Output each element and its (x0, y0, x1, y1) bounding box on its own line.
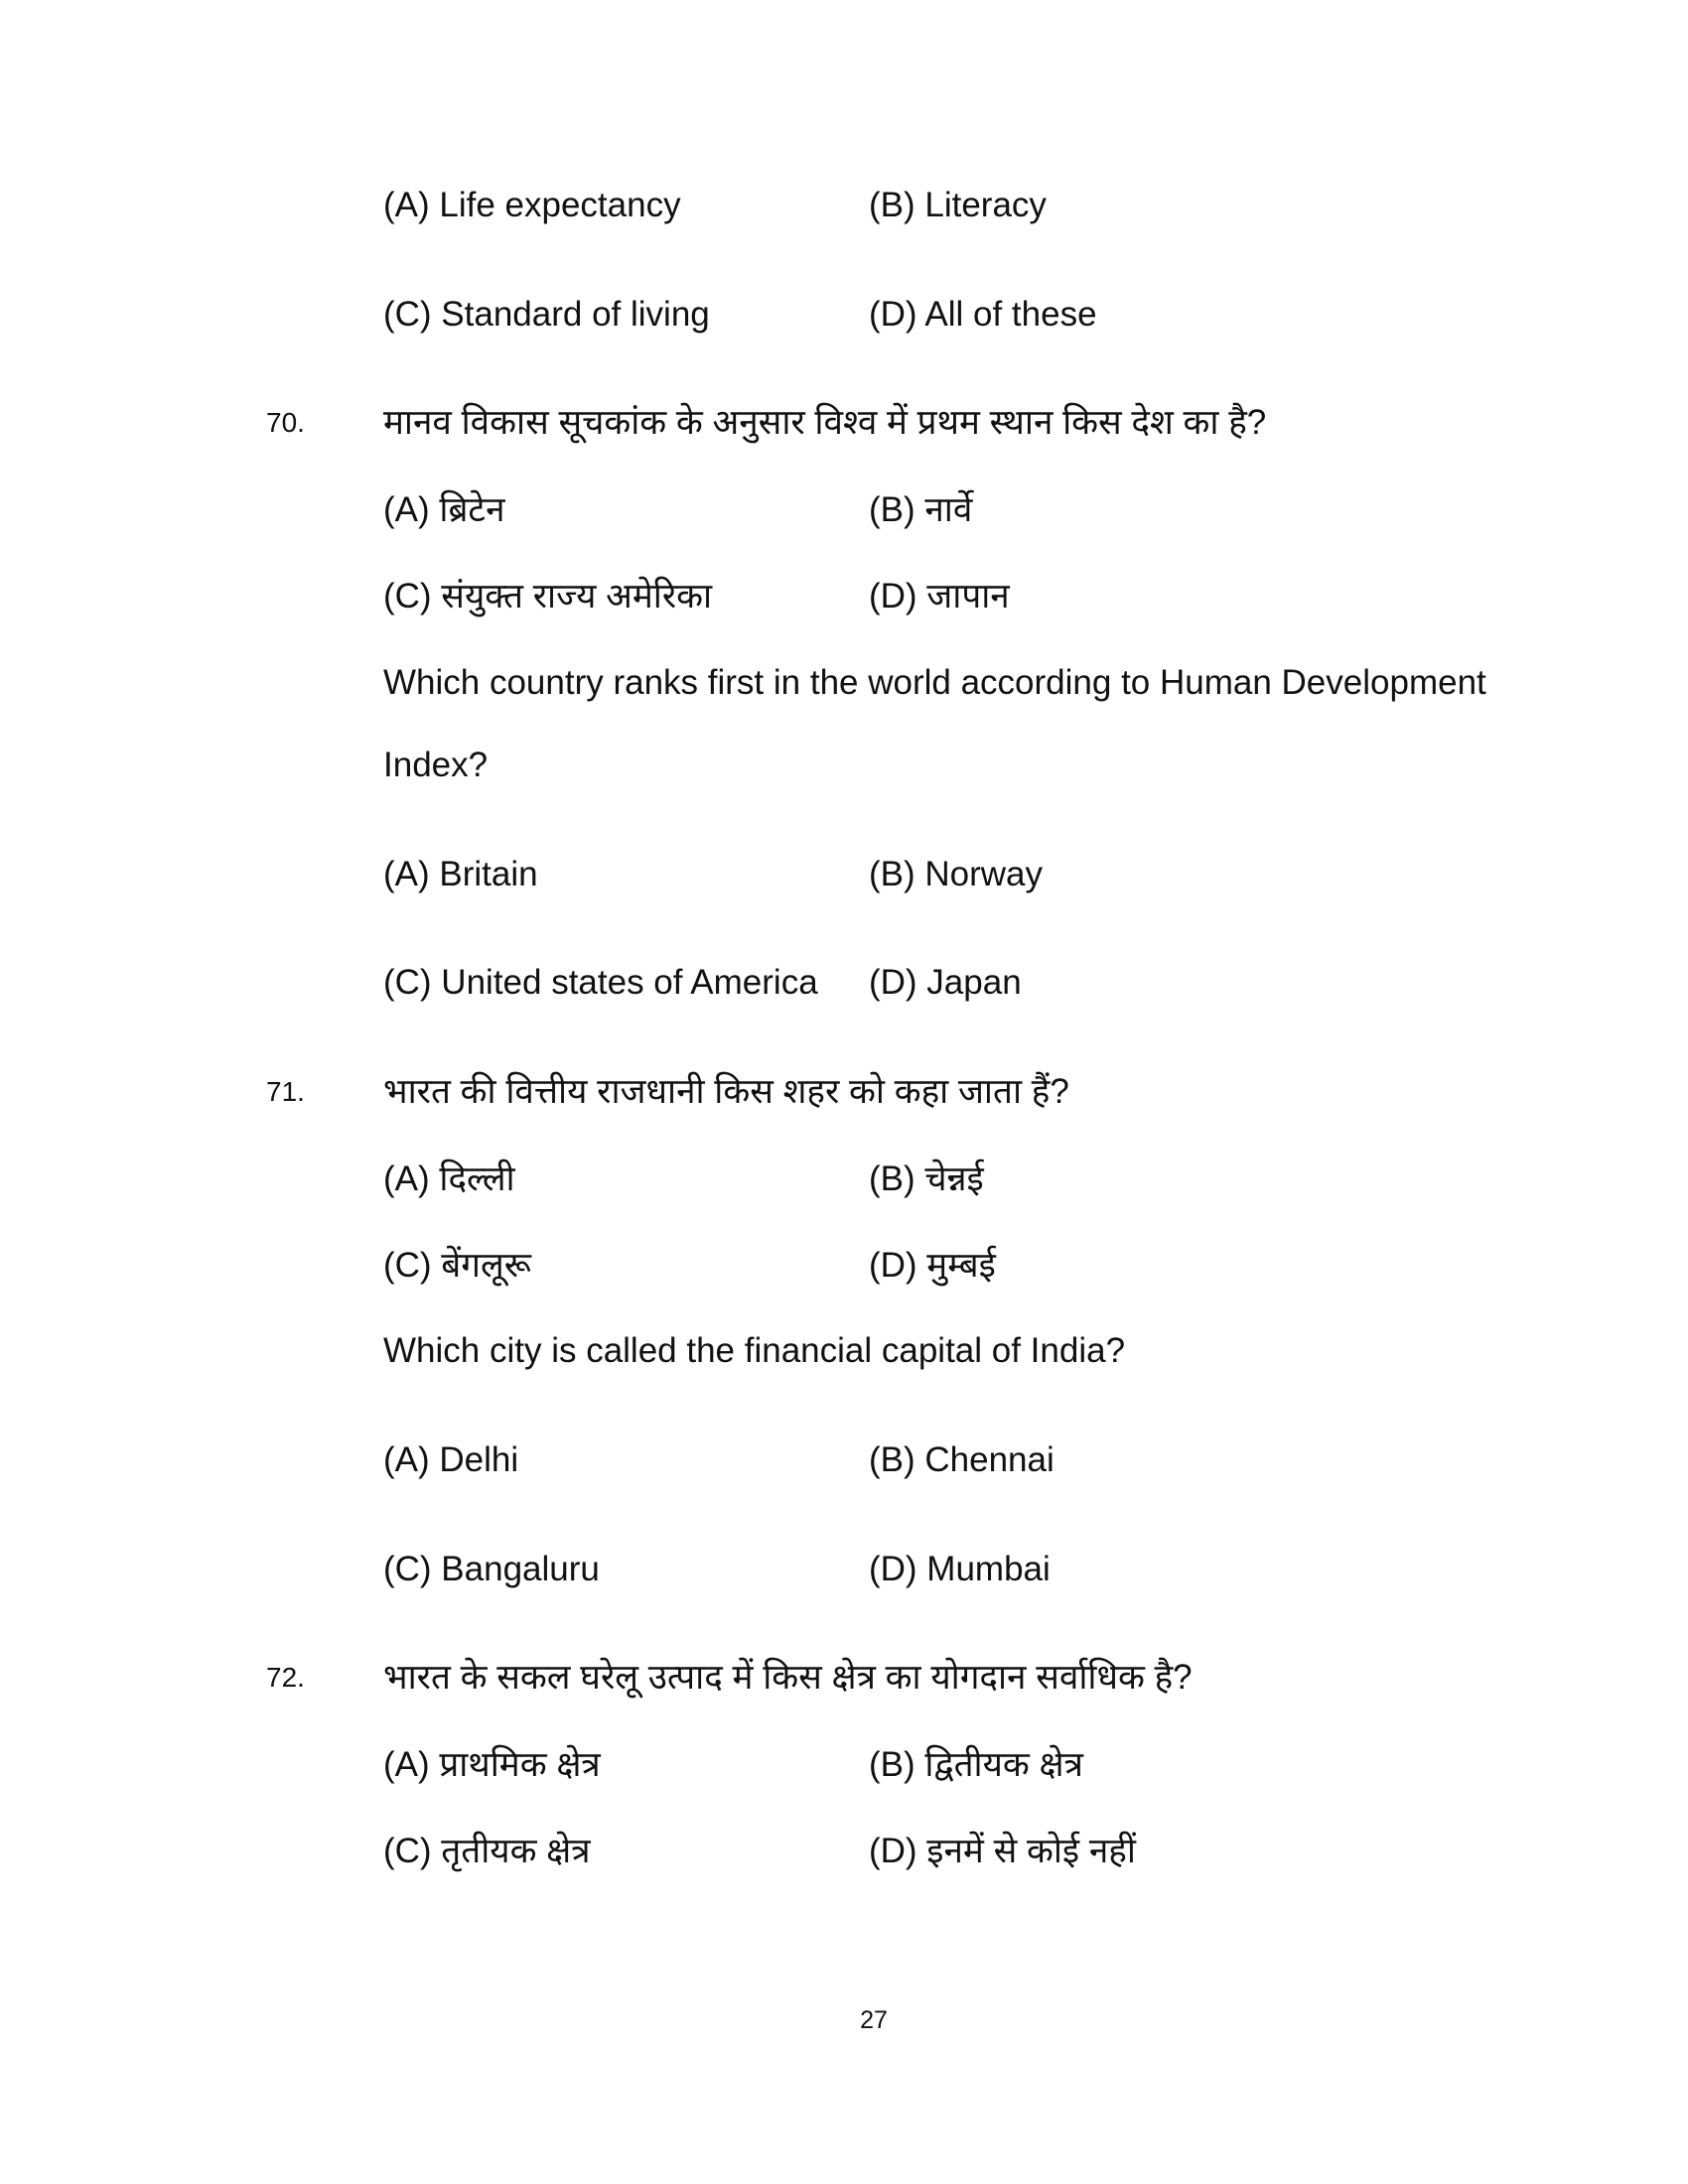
question-hindi: भारत के सकल घरेलू उत्पाद में किस क्षेत्र का योगदान सर्वाधिक है? (383, 1658, 1193, 1697)
question-number: 72. (266, 1662, 305, 1693)
option-b: (B) Literacy (869, 186, 1047, 224)
option-a: (A) Life expectancy (383, 186, 681, 224)
option-c-hindi: (C) संयुक्त राज्य अमेरिका (383, 577, 713, 615)
option-b-hindi: (B) चेन्नई (869, 1160, 984, 1198)
option-d-hindi: (D) इनमें से कोई नहीं (869, 1832, 1136, 1870)
question-number: 70. (266, 407, 305, 438)
option-b: (B) Norway (869, 855, 1044, 893)
option-b: (B) Chennai (869, 1440, 1055, 1479)
question-english-cont: Index? (383, 746, 489, 784)
option-b-hindi: (B) द्वितीयक क्षेत्र (869, 1745, 1083, 1784)
option-a-hindi: (A) ब्रिटेन (383, 490, 505, 529)
page-number: 27 (860, 2006, 888, 2034)
question-hindi: मानव विकास सूचकांक के अनुसार विश्व में प्रथम स्थान किस देश का है? (383, 403, 1267, 442)
option-c: (C) Bangaluru (383, 1550, 600, 1588)
question-english: Which country ranks first in the world according to Human Development (383, 663, 1486, 702)
option-a-hindi: (A) प्राथमिक क्षेत्र (383, 1745, 601, 1784)
option-d: (D) Mumbai (869, 1550, 1051, 1588)
option-d: (D) All of these (869, 295, 1097, 334)
option-c-hindi: (C) तृतीयक क्षेत्र (383, 1832, 591, 1870)
option-d-hindi: (D) मुम्बई (869, 1246, 996, 1285)
option-b-hindi: (B) नार्वे (869, 490, 973, 529)
option-c: (C) Standard of living (383, 295, 710, 334)
question-number: 71. (266, 1076, 305, 1107)
question-hindi: भारत की वित्तीय राजधानी किस शहर को कहा जाता हैं? (383, 1072, 1069, 1111)
option-c-hindi: (C) बेंगलूरू (383, 1246, 531, 1285)
option-d-hindi: (D) जापान (869, 577, 1010, 615)
option-a: (A) Britain (383, 855, 538, 893)
question-english: Which city is called the financial capital of India? (383, 1331, 1126, 1370)
option-a-hindi: (A) दिल्ली (383, 1160, 515, 1198)
option-a: (A) Delhi (383, 1440, 519, 1479)
option-d: (D) Japan (869, 963, 1022, 1002)
option-c: (C) United states of America (383, 963, 818, 1002)
